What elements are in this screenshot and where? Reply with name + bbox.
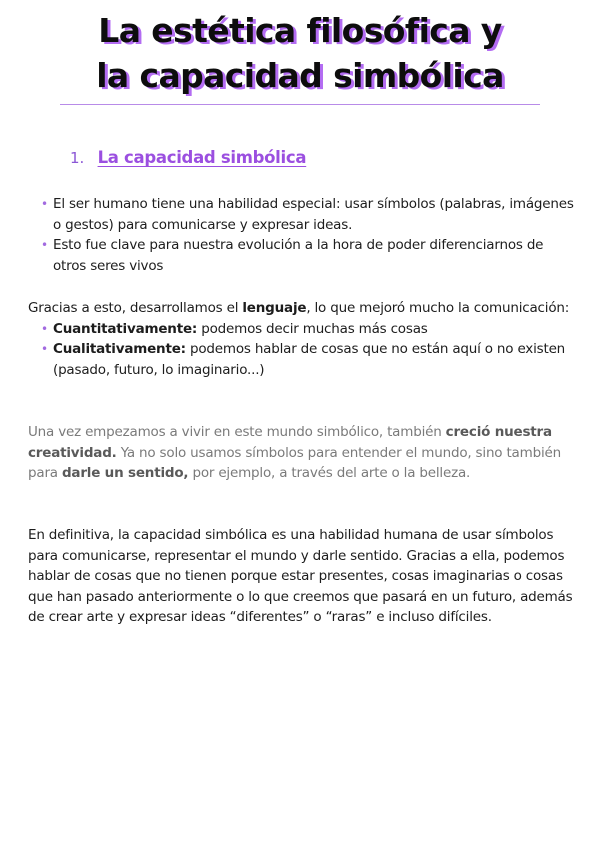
list-item: [28, 319, 576, 340]
language-text-before: Gracias a esto, desarrollamos el: [28, 300, 243, 316]
conclusion-paragraph: En definitiva, la capacidad simbólica es una habilidad humana de usar símbolos para comunicarse, representar el mundo y darle sentido. Gracias a ella, podemos hablar de cosas que no tienen porque estar presentes, cosas imaginarias o cosas que han pasado anteriormente o lo que creemos que pasará en un futuro, además de crear arte y expresar ideas “diferentes” o “raras” e incluso difíciles.: [28, 527, 573, 625]
title-line-1: La estética filosófica y: [98, 11, 502, 50]
title-divider: [60, 104, 540, 105]
language-keyword: lenguaje: [242, 300, 307, 316]
creativity-bold-2: darle un sentido,: [61, 465, 189, 481]
language-paragraph: [28, 298, 576, 380]
section-heading: [70, 148, 306, 167]
list-item: • Esto fue clave para nuestra evolución a la hora de poder diferenciarnos de otros seres vivos: [28, 235, 576, 276]
intro-bullet-list: [28, 194, 576, 276]
language-intro: [28, 298, 576, 319]
item-text: podemos decir muchas más cosas: [197, 320, 428, 337]
title-line-2: la capacidad simbólica: [96, 56, 504, 95]
language-text-after: , lo que mejoró mucho la comunicación:: [306, 300, 570, 316]
section-number: 1.: [70, 149, 85, 167]
creativity-paragraph: [28, 422, 576, 484]
page-title: [0, 8, 600, 98]
item-label: Cualitativamente:: [53, 341, 186, 357]
creativity-bold-1: creció nuestra creatividad.: [28, 424, 552, 461]
list-item: • El ser humano tiene una habilidad especial: usar símbolos (palabras, imágenes o gestos) para comunicarse y expresar ideas.: [28, 194, 576, 235]
item-text: podemos hablar de cosas que no están aquí o no existen (pasado, futuro, lo imaginario...): [53, 341, 566, 378]
creativity-text-2: Ya no solo usamos símbolos para entender el mundo, sino también para: [28, 444, 561, 481]
list-item: [28, 339, 576, 380]
creativity-text-1: Una vez empezamos a vivir en este mundo simbólico, también: [28, 424, 446, 440]
creativity-text-3: por ejemplo, a través del arte o la belleza.: [188, 465, 471, 481]
section-title: La capacidad simbólica: [97, 148, 307, 167]
item-label: Cuantitativamente:: [53, 320, 198, 337]
